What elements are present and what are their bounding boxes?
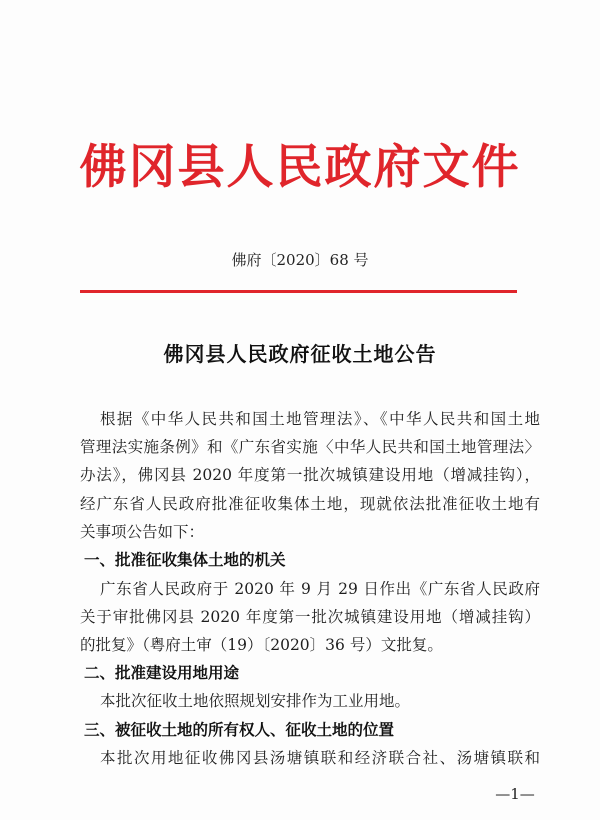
red-separator-line [80,290,517,293]
page-number: —1— [495,785,535,803]
section-line: 本批次用地征收佛冈县汤塘镇联和经济联合社、汤塘镇联和 [100,749,540,767]
intro-line: 管理法实施条例》和《广东省实施〈中华人民共和国土地管理法〉 [80,438,540,456]
document-number: 佛府〔2020〕68 号 [231,251,369,269]
intro-line: 办法》，佛冈县 2020 年度第一批次城镇建设用地（增减挂钩）， [80,466,540,484]
section-line: 的批复》（粤府土审（19）〔2020〕36 号）文批复。 [80,636,443,654]
intro-line: 根据《中华人民共和国土地管理法》、《中华人民共和国土地 [100,410,540,428]
section-line: 广东省人民政府于 2020 年 9 月 29 日作出《广东省人民政府 [100,580,540,598]
section-heading: 三、被征收土地的所有权人、征收土地的位置 [84,721,395,739]
section-line: 关于审批佛冈县 2020 年度第一批次城镇建设用地（增减挂钩） [80,608,540,626]
section-heading: 二、批准建设用地用途 [84,664,240,682]
document-header-title: 佛冈县人民政府文件 [79,140,521,195]
notice-title: 佛冈县人民政府征收土地公告 [163,342,437,366]
intro-line: 经广东省人民政府批准征收集体土地，现就依法批准征收土地有 [80,495,540,513]
section-heading: 一、批准征收集体土地的机关 [84,551,286,569]
intro-line: 关事项公告如下： [80,523,205,541]
section-line: 本批次征收土地依照规划安排作为工业用地。 [100,692,411,710]
